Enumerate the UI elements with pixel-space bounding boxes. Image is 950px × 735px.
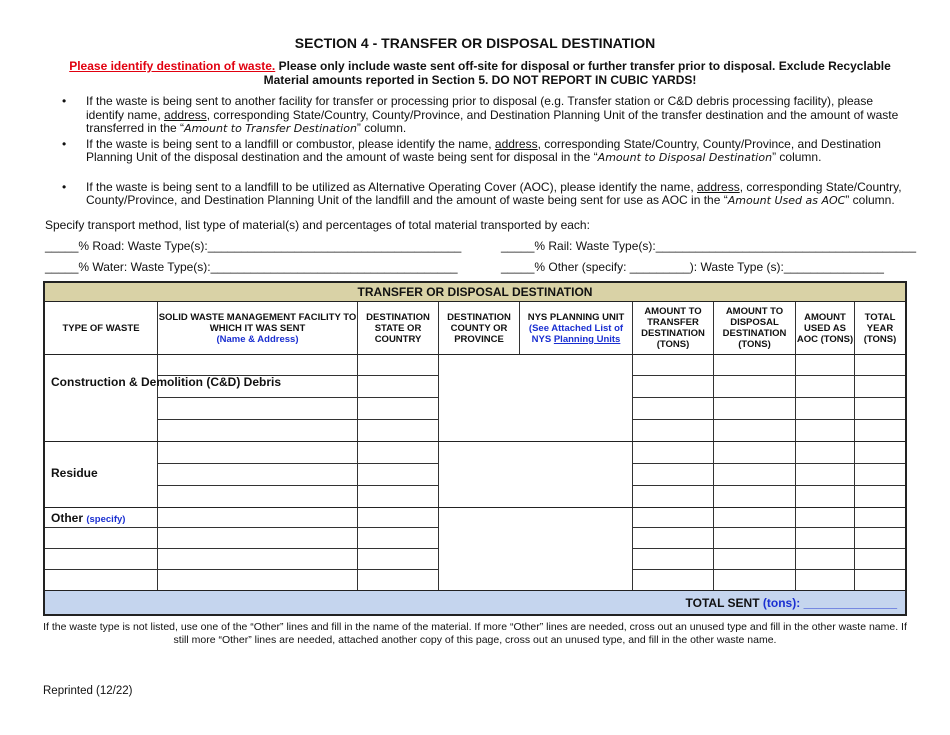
header-text: SOLID WASTE MANAGEMENT FACILITY TO: [158, 311, 357, 323]
header-state: [358, 302, 439, 355]
instructions-highlight: Please identify destination of waste.: [69, 59, 276, 73]
road-line[interactable]: _____% Road: Waste Type(s):______________________________________: [45, 239, 462, 253]
col-state: [358, 355, 439, 590]
row-line: [633, 463, 905, 464]
header-text: DESTINATION STATE OR COUNTRY: [366, 311, 430, 345]
header-nys-planning-unit: [520, 302, 633, 355]
instructions-text: Please only include waste sent off-site for disposal or further transfer prior to disposal. Exclude Recyclable Material amounts reported in Section 5. DO NOT REPORT IN CUBIC YARDS!: [263, 59, 891, 87]
row-line: [158, 463, 439, 464]
bullet-item: [62, 138, 912, 165]
header-text: AMOUNT USED AS AOC (TONS): [796, 311, 854, 345]
header-text: (Name & Address): [216, 333, 299, 345]
group-cd-label: Construction & Demolition (C&D) Debris: [51, 375, 281, 389]
row-line: [45, 527, 439, 528]
row-line: [158, 419, 439, 420]
row-line: [45, 569, 439, 570]
bullet-italic: Amount to Transfer Destination: [184, 122, 357, 135]
row-line: [633, 397, 905, 398]
total-sent-label: [686, 596, 897, 610]
header-transfer: [633, 302, 714, 355]
bullet-text: If the waste is being sent to a landfill to be utilized as Alternative Operating Cover (AOC), please identify the name,: [86, 179, 697, 194]
bullet-italic: Amount Used as AOC: [727, 194, 846, 207]
group-residue-label: Residue: [51, 466, 98, 480]
water-line[interactable]: _____% Water: Waste Type(s):_____________________________________: [45, 260, 458, 274]
header-type-of-waste: [45, 302, 158, 355]
header-county: [439, 302, 520, 355]
bullet-underline: address: [697, 179, 740, 194]
row-line: [633, 548, 905, 549]
row-line: [633, 375, 905, 376]
bullet-italic: Amount to Disposal Destination: [597, 151, 773, 164]
total-sent-field[interactable]: ______________: [803, 596, 897, 610]
bullet-list: [62, 95, 912, 208]
bullet-text: , corresponding State/Country, County/Province, and Destination Planning Unit of the transfer destination and the amount of waste transferred in the “: [86, 107, 899, 135]
bullet-dot: •: [62, 179, 67, 194]
total-unit: (tons):: [762, 596, 801, 610]
bullet-item: [62, 95, 912, 136]
bullet-underline: address: [494, 136, 538, 151]
col-disposal: [714, 355, 796, 590]
other-line[interactable]: _____% Other (specify: _________): Waste Type (s):_______________: [501, 260, 884, 274]
destination-table: [43, 281, 907, 616]
bullet-text: ” column.: [845, 193, 895, 207]
bullet-text: If the waste is being sent to a landfill or combustor, please identify the name,: [86, 136, 495, 151]
bullet-item: [62, 181, 912, 208]
other-specify-text: (specify): [86, 514, 126, 525]
row-line: [158, 485, 439, 486]
col-facility: [158, 355, 358, 590]
col-transfer: [633, 355, 714, 590]
other-text: Other: [51, 511, 84, 525]
group-other-label: [51, 511, 125, 527]
row-line: [633, 569, 905, 570]
instructions: [55, 59, 905, 87]
header-facility: [158, 302, 358, 355]
header-text: TYPE OF WASTE: [62, 322, 140, 334]
planning-units-link[interactable]: Planning Units: [553, 333, 621, 345]
row-line: [45, 548, 439, 549]
header-text: AMOUNT TO TRANSFER DESTINATION (TONS): [641, 306, 705, 350]
bullet-dot: •: [62, 94, 67, 108]
header-text: (See Attached List of: [528, 322, 624, 334]
bullet-underline: address: [164, 107, 207, 122]
header-text: TOTAL YEAR (TONS): [863, 311, 897, 345]
header-aoc: [796, 302, 855, 355]
total-sent-row: [45, 590, 905, 614]
total-text: TOTAL SENT: [685, 596, 760, 610]
reprinted-date: Reprinted (12/22): [43, 685, 133, 697]
col-county-nys: [439, 355, 633, 590]
row-line: [633, 485, 905, 486]
row-line: [633, 527, 905, 528]
header-text: AMOUNT TO DISPOSAL DESTINATION (TONS): [722, 306, 787, 350]
section-title: SECTION 4 - TRANSFER OR DISPOSAL DESTINATION: [294, 35, 656, 51]
transport-instructions: Specify transport method, list type of material(s) and percentages of total material transported by each:: [45, 218, 590, 232]
bullet-text: , corresponding State/Country, County/Province, and Destination Planning Unit of the landfill and the amount of waste being sent for use as AOC in the “: [86, 179, 902, 207]
header-text: NYS PLANNING UNIT: [527, 311, 625, 323]
group-divider: [45, 507, 905, 508]
header-disposal: [714, 302, 796, 355]
header-text: WHICH IT WAS SENT: [209, 322, 306, 334]
header-text: DESTINATION COUNTY OR PROVINCE: [447, 311, 511, 345]
bullet-text: , corresponding State/Country, County/Province, and Destination Planning Unit of the disposal destination and the amount of waste being sent for disposal in the “: [86, 136, 881, 164]
rail-line[interactable]: _____% Rail: Waste Type(s):_______________________________________: [501, 239, 917, 253]
col-aoc: [796, 355, 855, 590]
row-line: [158, 397, 439, 398]
bullet-dot: •: [62, 136, 67, 151]
header-text: NYS: [531, 333, 552, 345]
table-banner: TRANSFER OR DISPOSAL DESTINATION: [45, 283, 905, 302]
header-total-year: [855, 302, 905, 355]
bullet-text: ” column.: [772, 150, 822, 164]
bullet-text: ” column.: [356, 121, 407, 135]
bullet-text: If the waste is being sent to another facility for transfer or processing prior to disposal (e.g. Transfer station or C&D debris processing facility), please identify name,: [86, 94, 874, 122]
footnote: If the waste type is not listed, use one of the “Other” lines and fill in the name of the material. If more “Other” lines are needed, cross out an unused type and fill in the other waste name. If still more “Other” lines are needed, attached another copy of this page, cross out an unused type, and fill in the other waste name.: [43, 621, 907, 646]
row-line: [633, 419, 905, 420]
group-divider: [45, 441, 905, 442]
